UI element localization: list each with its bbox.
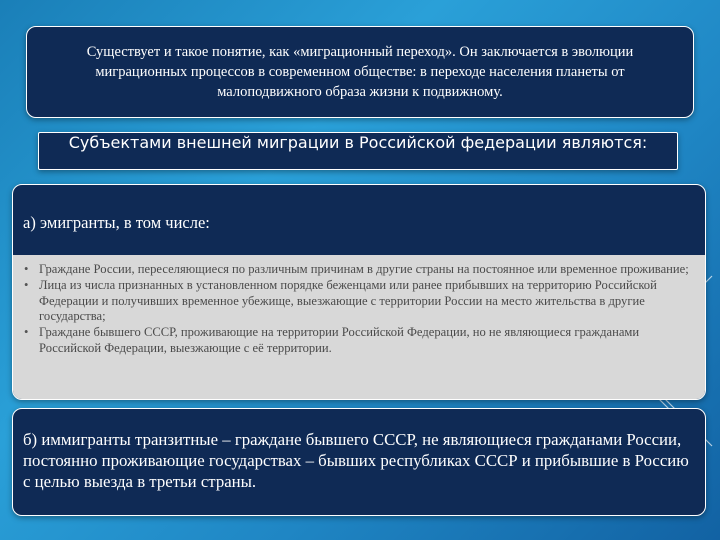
immigrants-box bbox=[12, 408, 706, 516]
emigrants-list bbox=[13, 255, 705, 400]
emigrants-heading: а) эмигранты, в том числе: bbox=[23, 213, 210, 232]
immigrants-paragraph: б) иммигранты транзитные – граждане бывшего СССР, не являющиеся гражданами России, постоянно проживающие государствах – бывших республиках СССР и прибывшие в Россию с целью выезда в третьи страны. bbox=[23, 430, 689, 491]
list-item: • Граждане бывшего СССР, проживающие на территории Российской Федерации, но не являющиеся гражданами Российской Федерации, выезжающие с её территории. bbox=[39, 325, 691, 357]
subheading-text: Субъектами внешней миграции в Российской федерации являются: bbox=[68, 133, 648, 152]
subheading-box bbox=[38, 132, 678, 170]
emigrants-box bbox=[12, 184, 706, 400]
list-item: • Лица из числа признанных в установленном порядке беженцами или ранее прибывших на территорию Российской Федерации и получивших временное убежище, выезжающие с территории России на место жительства в другие государства; bbox=[39, 278, 691, 325]
intro-text-box bbox=[26, 26, 694, 118]
intro-paragraph: Существует и такое понятие, как «миграционный переход». Он заключается в эволюции миграционных процессов в современном обществе: в переходе населения планеты от малоподвижного образа жизни к подвижному. bbox=[86, 44, 634, 100]
list-item: • Граждане России, переселяющиеся по различным причинам в другие страны на постоянное или временное проживание; bbox=[39, 262, 691, 278]
